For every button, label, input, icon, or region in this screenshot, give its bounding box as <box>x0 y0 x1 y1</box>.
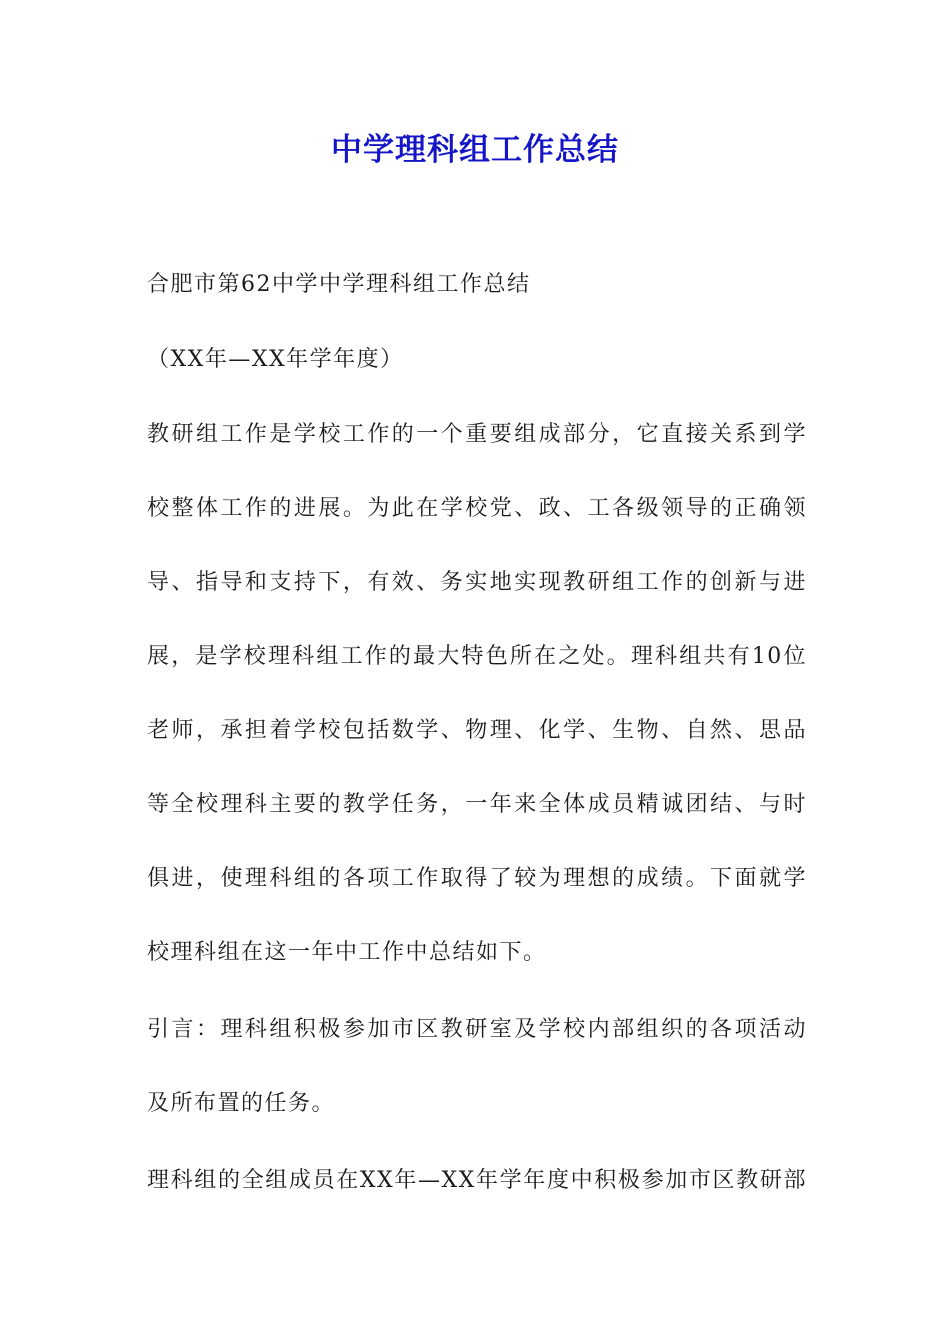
paragraph-1-line-2: 校整体工作的进展。为此在学校党、政、工各级领导的正确领 <box>147 496 807 521</box>
paragraph-1-line-5: 老师，承担着学校包括数学、物理、化学、生物、自然、思品 <box>147 718 807 743</box>
document-title: 中学理科组工作总结 <box>331 132 619 168</box>
school-year-line: （XX年—XX年学年度） <box>147 347 404 372</box>
document-subtitle: 合肥市第62中学中学理科组工作总结 <box>147 272 531 297</box>
paragraph-1-line-7: 俱进，使理科组的各项工作取得了较为理想的成绩。下面就学 <box>147 866 807 891</box>
paragraph-1-line-3: 导、指导和支持下，有效、务实地实现教研组工作的创新与进 <box>147 570 807 595</box>
paragraph-2-line-2: 及所布置的任务。 <box>147 1091 336 1116</box>
paragraph-1-line-6: 等全校理科主要的教学任务，一年来全体成员精诚团结、与时 <box>147 792 807 817</box>
paragraph-3-line-1: 理科组的全组成员在XX年—XX年学年度中积极参加市区教研部 <box>147 1168 807 1193</box>
paragraph-1-line-8: 校理科组在这一年中工作中总结如下。 <box>147 940 547 965</box>
paragraph-2-line-1: 引言：理科组积极参加市区教研室及学校内部组织的各项活动 <box>147 1017 807 1042</box>
paragraph-1-line-1: 教研组工作是学校工作的一个重要组成部分，它直接关系到学 <box>147 422 807 447</box>
paragraph-1-line-4: 展，是学校理科组工作的最大特色所在之处。理科组共有10位 <box>147 644 807 669</box>
